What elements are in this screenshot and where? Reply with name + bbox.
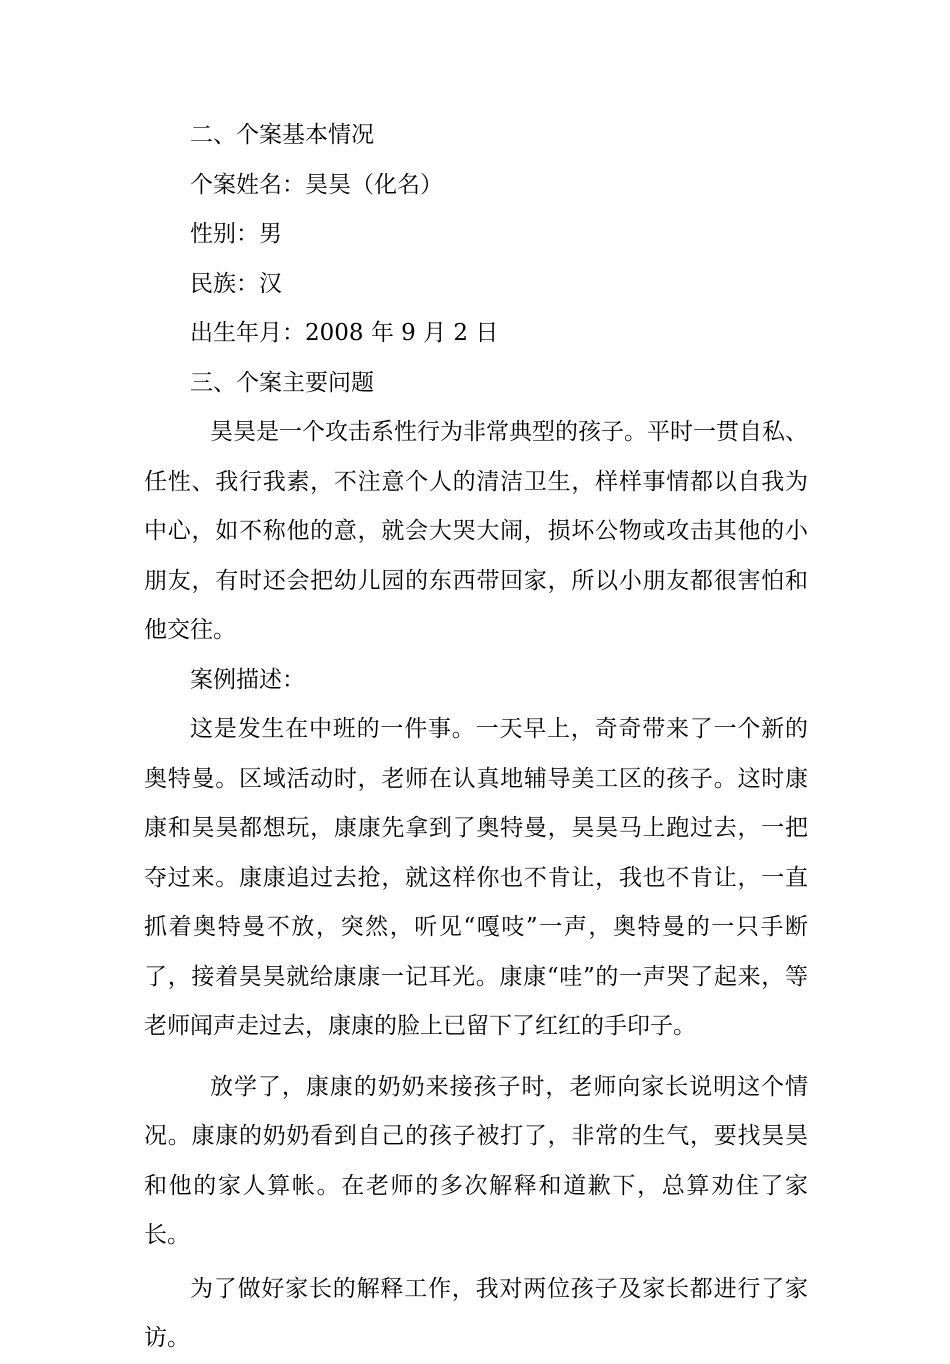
case-birth-date: 出生年月：2008 年 9 月 2 日	[190, 320, 499, 346]
case-paragraph-1: 这是发生在中班的一件事。一天早上，奇奇带来了一个新的奥特曼。区域活动时，老师在认真地辅导美工区的孩子。这时康康和昊昊都想玩，康康先拿到了奥特曼，昊昊马上跑过去，一把夺过来。康康追过去抢，就这样你也不肯让，我也不肯让，一直抓着奥特曼不放，突然，听见“嘎吱”一声，奥特曼的一只手断了，接着昊昊就给康康一记耳光。康康“哇”的一声哭了起来，等老师闻声走过去，康康的脸上已留下了红红的手印子。	[144, 716, 808, 1039]
document-body	[144, 111, 808, 1364]
section-heading-basic-info: 二、个案基本情况	[190, 122, 374, 148]
case-paragraph-3: 为了做好家长的解释工作，我对两位孩子及家长都进行了家访。	[144, 1275, 808, 1351]
problem-paragraph: 昊昊是一个攻击系性行为非常典型的孩子。平时一贯自私、任性、我行我素，不注意个人的清洁卫生，样样事情都以自我为中心，如不称他的意，就会大哭大闹，损坏公物或攻击其他的小朋友，有时还会把幼儿园的东西带回家，所以小朋友都很害怕和他交往。	[144, 419, 808, 643]
case-name: 个案姓名：昊昊（化名）	[190, 171, 443, 198]
case-description-label: 案例描述：	[190, 666, 305, 693]
section-heading-main-problem: 三、个案主要问题	[190, 369, 374, 396]
case-paragraph-2: 放学了，康康的奶奶来接孩子时，老师向家长说明这个情况。康康的奶奶看到自己的孩子被打了，非常的生气，要找昊昊和他的家人算帐。在老师的多次解释和道歉下，总算劝住了家长。	[144, 1073, 808, 1248]
case-ethnicity: 民族：汉	[190, 270, 282, 297]
case-gender: 性别：男	[190, 221, 282, 247]
